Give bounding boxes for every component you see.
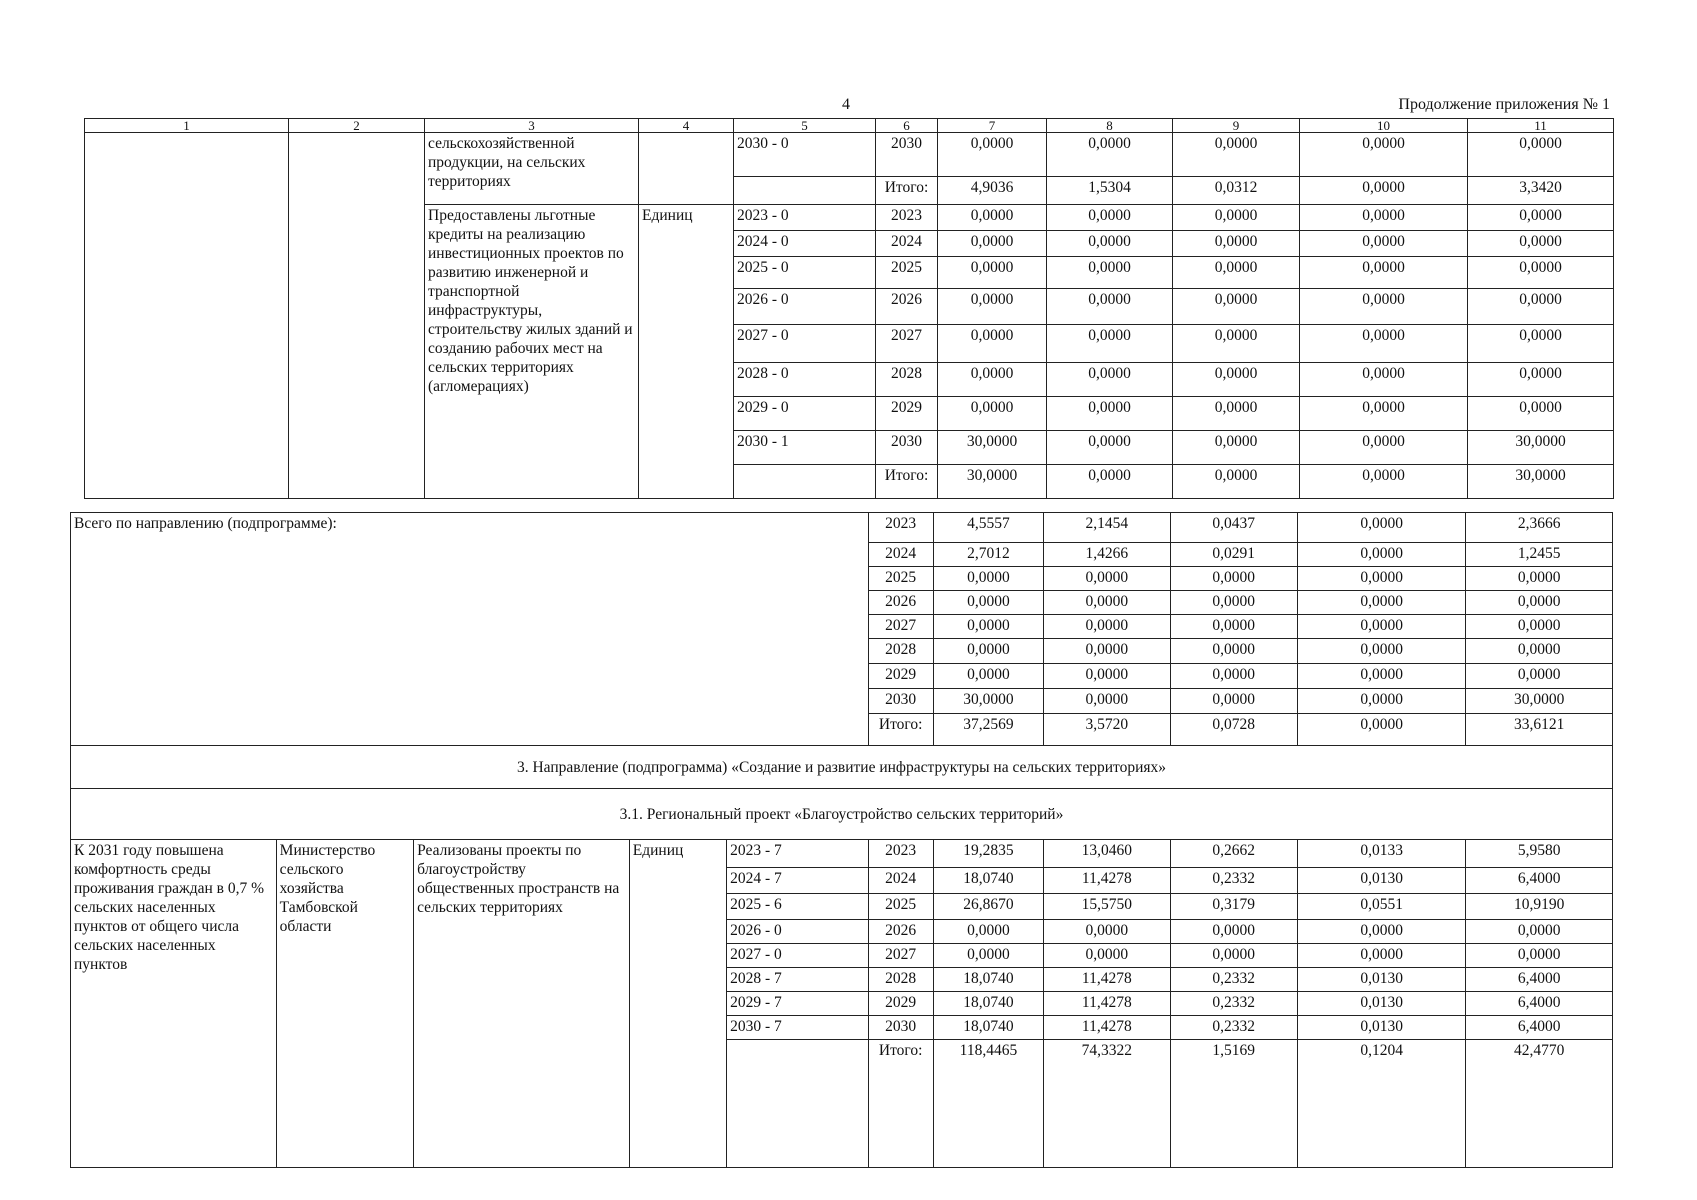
value-cell: 30,0000 xyxy=(1468,465,1614,499)
year-cell: Итого: xyxy=(868,714,933,746)
value-cell: 37,2569 xyxy=(933,714,1043,746)
value-cell: 1,5304 xyxy=(1047,177,1173,205)
year-cell: 2029 xyxy=(868,664,933,689)
value-cell: 0,0000 xyxy=(1300,177,1468,205)
value-cell: 30,0000 xyxy=(938,431,1047,465)
year-cell: 2025 xyxy=(868,894,933,920)
year-cell: Итого: xyxy=(876,465,938,499)
goal-cell xyxy=(85,133,289,499)
value-cell: 0,0000 xyxy=(1170,689,1297,714)
value-cell: 30,0000 xyxy=(1468,431,1614,465)
value-cell: 0,0000 xyxy=(1297,920,1466,944)
value-cell: 0,0000 xyxy=(1468,289,1614,325)
col-header: 3 xyxy=(425,119,639,133)
value-cell: 0,0000 xyxy=(1300,257,1468,289)
year-cell: 2030 xyxy=(876,431,938,465)
value-cell: 0,0000 xyxy=(1047,231,1173,257)
value-cell: 0,0000 xyxy=(1468,257,1614,289)
value-cell: 0,2332 xyxy=(1170,868,1297,894)
year-cell: 2024 xyxy=(868,868,933,894)
plan-value: 2026 - 0 xyxy=(734,289,876,325)
plan-value: 2027 - 0 xyxy=(734,325,876,363)
value-cell: 0,0000 xyxy=(1047,431,1173,465)
value-cell: 0,0291 xyxy=(1170,543,1297,567)
year-cell: 2029 xyxy=(876,397,938,431)
value-cell: 0,0000 xyxy=(1466,567,1613,591)
goal-cell: К 2031 году повышена комфортность среды проживания граждан в 0,7 % сельских населенных пунктов от общего числа сельских населенных пунктов xyxy=(71,840,277,1168)
value-cell: 0,0000 xyxy=(1297,689,1466,714)
value-cell: 0,0000 xyxy=(938,289,1047,325)
table-row xyxy=(85,133,1614,177)
value-cell: 0,0000 xyxy=(1468,133,1614,177)
year-cell: 2026 xyxy=(876,289,938,325)
plan-value xyxy=(734,177,876,205)
value-cell: 18,0740 xyxy=(933,868,1043,894)
plan-value: 2024 - 0 xyxy=(734,231,876,257)
table-row xyxy=(71,840,1613,868)
value-cell: 0,0000 xyxy=(1297,591,1466,615)
value-cell: 0,0000 xyxy=(1170,591,1297,615)
year-cell: 2026 xyxy=(868,920,933,944)
value-cell: 6,4000 xyxy=(1466,992,1613,1016)
value-cell: 0,0000 xyxy=(1044,639,1170,664)
unit-cell xyxy=(639,133,734,205)
value-cell: 6,4000 xyxy=(1466,1016,1613,1040)
value-cell: 0,0000 xyxy=(1297,639,1466,664)
plan-value: 2030 - 7 xyxy=(727,1016,868,1040)
col-header: 9 xyxy=(1173,119,1300,133)
value-cell: 0,0000 xyxy=(1173,133,1300,177)
col-header: 1 xyxy=(85,119,289,133)
col-header: 6 xyxy=(876,119,938,133)
value-cell: 0,0000 xyxy=(1297,543,1466,567)
value-cell: 0,0000 xyxy=(1173,205,1300,231)
value-cell: 2,3666 xyxy=(1466,513,1613,543)
value-cell: 6,4000 xyxy=(1466,968,1613,992)
value-cell: 4,9036 xyxy=(938,177,1047,205)
value-cell: 0,2332 xyxy=(1170,968,1297,992)
value-cell: 2,1454 xyxy=(1044,513,1170,543)
value-cell: 0,0000 xyxy=(933,567,1043,591)
section-title: 3. Направление (подпрограмма) «Создание и развитие инфраструктуры на сельских территориях» xyxy=(71,746,1613,789)
result-description: Предоставлены льготные кредиты на реализацию инвестиционных проектов по развитию инженерной и транспортной инфраструктуры, строительству жилых зданий и созданию рабочих мест на сельских территориях (агломерациях) xyxy=(425,205,639,499)
value-cell: 15,5750 xyxy=(1044,894,1170,920)
continuation-label: Продолжение приложения № 1 xyxy=(1398,96,1610,113)
value-cell: 0,0000 xyxy=(933,639,1043,664)
col-header: 7 xyxy=(938,119,1047,133)
plan-value: 2023 - 0 xyxy=(734,205,876,231)
value-cell: 0,0000 xyxy=(1170,944,1297,968)
year-cell: 2024 xyxy=(868,543,933,567)
value-cell: 1,4266 xyxy=(1044,543,1170,567)
plan-value: 2029 - 7 xyxy=(727,992,868,1016)
responsible-cell xyxy=(289,133,425,499)
value-cell: 4,5557 xyxy=(933,513,1043,543)
section-row xyxy=(71,789,1613,840)
plan-value: 2025 - 6 xyxy=(727,894,868,920)
value-cell: 0,0437 xyxy=(1170,513,1297,543)
subsection-title: 3.1. Региональный проект «Благоустройство сельских территорий» xyxy=(71,789,1613,840)
value-cell: 0,0000 xyxy=(938,397,1047,431)
value-cell: 0,0000 xyxy=(1170,639,1297,664)
value-cell: 0,0000 xyxy=(1466,920,1613,944)
plan-value: 2024 - 7 xyxy=(727,868,868,894)
value-cell: 0,0000 xyxy=(933,920,1043,944)
value-cell: 0,0000 xyxy=(1300,363,1468,397)
year-cell: 2027 xyxy=(876,325,938,363)
value-cell: 0,0000 xyxy=(933,591,1043,615)
value-cell: 0,0000 xyxy=(1297,567,1466,591)
value-cell: 0,0551 xyxy=(1297,894,1466,920)
value-cell: 0,0000 xyxy=(933,944,1043,968)
unit-cell: Единиц xyxy=(629,840,726,1168)
value-cell: 0,0000 xyxy=(1468,325,1614,363)
col-header: 2 xyxy=(289,119,425,133)
value-cell: 0,0000 xyxy=(1300,231,1468,257)
year-cell: 2026 xyxy=(868,591,933,615)
plan-value: 2029 - 0 xyxy=(734,397,876,431)
value-cell: 0,0000 xyxy=(938,231,1047,257)
value-cell: 0,0000 xyxy=(1047,397,1173,431)
value-cell: 0,0000 xyxy=(1466,615,1613,639)
value-cell: 0,0000 xyxy=(1297,714,1466,746)
value-cell: 5,9580 xyxy=(1466,840,1613,868)
value-cell: 0,0000 xyxy=(1297,615,1466,639)
plan-value: 2026 - 0 xyxy=(727,920,868,944)
value-cell: 0,0000 xyxy=(1468,397,1614,431)
year-cell: Итого: xyxy=(876,177,938,205)
table-row xyxy=(71,513,1613,543)
value-cell: 0,0000 xyxy=(1173,325,1300,363)
value-cell: 0,0000 xyxy=(1170,664,1297,689)
plan-value xyxy=(734,465,876,499)
value-cell: 0,0000 xyxy=(1047,325,1173,363)
value-cell: 30,0000 xyxy=(1466,689,1613,714)
col-header: 5 xyxy=(734,119,876,133)
value-cell: 0,0000 xyxy=(1466,664,1613,689)
year-cell: 2023 xyxy=(876,205,938,231)
value-cell: 0,0000 xyxy=(1047,363,1173,397)
value-cell: 0,0000 xyxy=(1297,513,1466,543)
value-cell: 0,0000 xyxy=(1297,944,1466,968)
value-cell: 0,0000 xyxy=(1173,397,1300,431)
value-cell: 0,0000 xyxy=(1173,289,1300,325)
year-cell: 2024 xyxy=(876,231,938,257)
value-cell: 0,0000 xyxy=(1468,205,1614,231)
value-cell: 0,0000 xyxy=(1466,591,1613,615)
value-cell: 0,0000 xyxy=(1300,325,1468,363)
value-cell: 0,0000 xyxy=(1044,944,1170,968)
value-cell: 19,2835 xyxy=(933,840,1043,868)
year-cell: 2030 xyxy=(868,689,933,714)
value-cell: 0,0000 xyxy=(938,133,1047,177)
plan-value: 2025 - 0 xyxy=(734,257,876,289)
value-cell: 0,2332 xyxy=(1170,1016,1297,1040)
value-cell: 0,0000 xyxy=(1044,567,1170,591)
value-cell: 0,0000 xyxy=(938,205,1047,231)
value-cell: 0,0130 xyxy=(1297,992,1466,1016)
plan-value: 2028 - 0 xyxy=(734,363,876,397)
plan-value: 2028 - 7 xyxy=(727,968,868,992)
value-cell: 26,8670 xyxy=(933,894,1043,920)
value-cell: 0,0130 xyxy=(1297,868,1466,894)
value-cell: 0,0000 xyxy=(1173,257,1300,289)
total-label: Всего по направлению (подпрограмме): xyxy=(71,513,869,746)
value-cell: 0,0000 xyxy=(1044,920,1170,944)
value-cell: 0,0000 xyxy=(1044,664,1170,689)
value-cell: 0,0000 xyxy=(938,257,1047,289)
value-cell: 0,0130 xyxy=(1297,968,1466,992)
value-cell: 0,0000 xyxy=(1044,591,1170,615)
value-cell: 0,0000 xyxy=(1047,205,1173,231)
col-header: 10 xyxy=(1300,119,1468,133)
responsible-cell: Министерство сельского хозяйства Тамбовской области xyxy=(276,840,413,1168)
plan-value: 2030 - 0 xyxy=(734,133,876,177)
plan-value xyxy=(727,1040,868,1168)
plan-value: 2027 - 0 xyxy=(727,944,868,968)
year-cell: 2030 xyxy=(876,133,938,177)
value-cell: 13,0460 xyxy=(1044,840,1170,868)
value-cell: 0,0000 xyxy=(1173,465,1300,499)
year-cell: 2028 xyxy=(868,968,933,992)
column-number-row xyxy=(85,119,1614,133)
value-cell: 0,0000 xyxy=(1047,257,1173,289)
value-cell: 3,5720 xyxy=(1044,714,1170,746)
value-cell: 0,0000 xyxy=(938,363,1047,397)
year-cell: 2023 xyxy=(868,513,933,543)
value-cell: 0,0000 xyxy=(1170,615,1297,639)
value-cell: 0,0000 xyxy=(1300,431,1468,465)
budget-table-upper xyxy=(84,118,1614,499)
value-cell: 0,0000 xyxy=(1173,431,1300,465)
value-cell: 74,3322 xyxy=(1044,1040,1170,1168)
value-cell: 0,0133 xyxy=(1297,840,1466,868)
value-cell: 0,0000 xyxy=(1047,133,1173,177)
value-cell: 0,0000 xyxy=(1047,465,1173,499)
plan-value: 2030 - 1 xyxy=(734,431,876,465)
value-cell: 11,4278 xyxy=(1044,1016,1170,1040)
value-cell: 0,0000 xyxy=(1466,639,1613,664)
value-cell: 118,4465 xyxy=(933,1040,1043,1168)
section-row xyxy=(71,746,1613,789)
value-cell: 0,0000 xyxy=(1044,689,1170,714)
value-cell: 0,0130 xyxy=(1297,1016,1466,1040)
year-cell: 2027 xyxy=(868,615,933,639)
value-cell: 6,4000 xyxy=(1466,868,1613,894)
value-cell: 0,0000 xyxy=(1300,133,1468,177)
value-cell: 42,4770 xyxy=(1466,1040,1613,1168)
year-cell: 2030 xyxy=(868,1016,933,1040)
col-header: 4 xyxy=(639,119,734,133)
value-cell: 0,0000 xyxy=(1297,664,1466,689)
col-header: 8 xyxy=(1047,119,1173,133)
value-cell: 0,0000 xyxy=(933,664,1043,689)
value-cell: 0,0000 xyxy=(1170,567,1297,591)
value-cell: 0,0000 xyxy=(1173,231,1300,257)
value-cell: 0,0000 xyxy=(1300,397,1468,431)
year-cell: Итого: xyxy=(868,1040,933,1168)
value-cell: 11,4278 xyxy=(1044,868,1170,894)
value-cell: 0,0000 xyxy=(1468,231,1614,257)
value-cell: 1,2455 xyxy=(1466,543,1613,567)
year-cell: 2025 xyxy=(876,257,938,289)
value-cell: 0,0000 xyxy=(1466,944,1613,968)
value-cell: 2,7012 xyxy=(933,543,1043,567)
value-cell: 11,4278 xyxy=(1044,992,1170,1016)
unit-cell: Единиц xyxy=(639,205,734,499)
value-cell: 0,1204 xyxy=(1297,1040,1466,1168)
plan-value: 2023 - 7 xyxy=(727,840,868,868)
value-cell: 0,0000 xyxy=(1468,363,1614,397)
value-cell: 0,3179 xyxy=(1170,894,1297,920)
year-cell: 2028 xyxy=(876,363,938,397)
year-cell: 2029 xyxy=(868,992,933,1016)
value-cell: 3,3420 xyxy=(1468,177,1614,205)
value-cell: 0,0000 xyxy=(1300,205,1468,231)
value-cell: 0,0000 xyxy=(1170,920,1297,944)
value-cell: 0,0312 xyxy=(1173,177,1300,205)
value-cell: 18,0740 xyxy=(933,1016,1043,1040)
result-description: сельскохозяйственной продукции, на сельских территориях xyxy=(425,133,639,205)
value-cell: 11,4278 xyxy=(1044,968,1170,992)
col-header: 11 xyxy=(1468,119,1614,133)
budget-table-lower xyxy=(70,512,1613,1168)
value-cell: 30,0000 xyxy=(933,689,1043,714)
year-cell: 2027 xyxy=(868,944,933,968)
page-number: 4 xyxy=(842,96,850,113)
value-cell: 0,0000 xyxy=(1300,289,1468,325)
value-cell: 0,2662 xyxy=(1170,840,1297,868)
value-cell: 0,0000 xyxy=(938,325,1047,363)
value-cell: 0,2332 xyxy=(1170,992,1297,1016)
value-cell: 0,0728 xyxy=(1170,714,1297,746)
result-description: Реализованы проекты по благоустройству общественных пространств на сельских территориях xyxy=(414,840,630,1168)
value-cell: 0,0000 xyxy=(1047,289,1173,325)
value-cell: 10,9190 xyxy=(1466,894,1613,920)
value-cell: 0,0000 xyxy=(1044,615,1170,639)
value-cell: 1,5169 xyxy=(1170,1040,1297,1168)
value-cell: 33,6121 xyxy=(1466,714,1613,746)
value-cell: 0,0000 xyxy=(1173,363,1300,397)
value-cell: 18,0740 xyxy=(933,968,1043,992)
year-cell: 2023 xyxy=(868,840,933,868)
year-cell: 2025 xyxy=(868,567,933,591)
value-cell: 18,0740 xyxy=(933,992,1043,1016)
value-cell: 0,0000 xyxy=(1300,465,1468,499)
value-cell: 0,0000 xyxy=(933,615,1043,639)
year-cell: 2028 xyxy=(868,639,933,664)
value-cell: 30,0000 xyxy=(938,465,1047,499)
